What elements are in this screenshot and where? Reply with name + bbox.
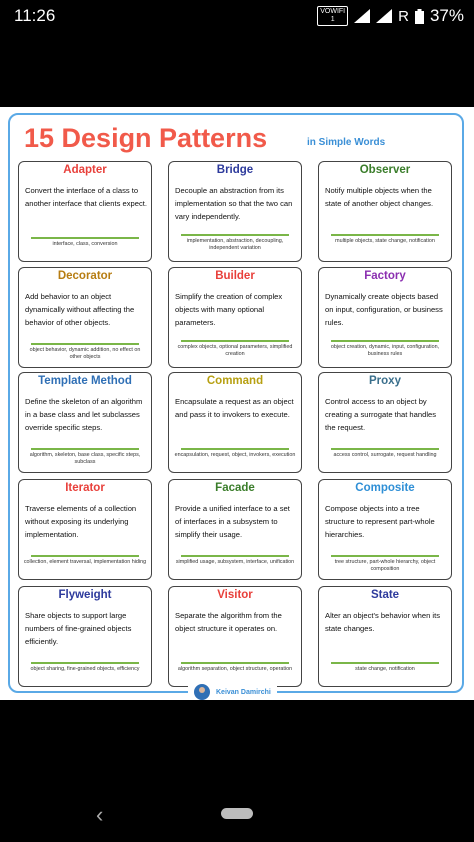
divider — [31, 448, 139, 450]
divider — [331, 555, 439, 557]
clock: 11:26 — [14, 6, 56, 25]
pattern-card-composite — [318, 479, 452, 580]
battery-icon — [415, 9, 424, 24]
pattern-keywords: interface, class, conversion — [52, 241, 118, 247]
pattern-description: Simplify the creation of complex objects with many optional parameters. — [175, 292, 283, 327]
pattern-card-iterator — [18, 479, 152, 580]
pattern-name: Adapter — [63, 164, 107, 176]
pattern-name: Builder — [215, 270, 255, 282]
divider — [31, 237, 139, 239]
status-icons — [317, 6, 464, 26]
pattern-card-builder — [168, 267, 302, 368]
pattern-name: Bridge — [216, 164, 254, 176]
pattern-name: Proxy — [369, 375, 401, 387]
pattern-name: Template Method — [38, 375, 132, 387]
pattern-name: Visitor — [217, 589, 253, 601]
pattern-card-flyweight — [18, 586, 152, 687]
status-bar — [0, 0, 474, 30]
pattern-description: Provide a unified interface to a set of interfaces in a subsystem to simplify their usage. — [175, 504, 290, 539]
pattern-card-decorator — [18, 267, 152, 368]
pattern-description: Traverse elements of a collection without exposing its underlying implementation. — [25, 504, 137, 539]
pattern-card-visitor — [168, 586, 302, 687]
pattern-card-facade — [168, 479, 302, 580]
pattern-keywords: access control, surrogate, request handling — [333, 452, 437, 458]
signal-icon — [354, 9, 370, 23]
pattern-card-command — [168, 372, 302, 473]
divider — [31, 662, 139, 664]
pattern-card-factory — [318, 267, 452, 368]
battery-percent: 37% — [429, 6, 464, 25]
pattern-keywords: encapsulation, request, object, invokers, execution — [174, 452, 296, 458]
design-patterns-poster — [0, 107, 474, 700]
navigation-bar — [0, 790, 474, 842]
pattern-description: Decouple an abstraction from its implementation so that the two can vary independently. — [175, 186, 293, 221]
pattern-description: Add behavior to an object dynamically without affecting the behavior of other objects. — [25, 292, 135, 327]
pattern-keywords: object sharing, fine-grained objects, efficiency — [30, 666, 140, 672]
poster-title: 15 Design Patterns — [24, 123, 268, 153]
back-chevron-icon[interactable]: ‹ — [96, 802, 104, 827]
pattern-card-state — [318, 586, 452, 687]
pattern-card-proxy — [318, 372, 452, 473]
pattern-name: Facade — [215, 482, 255, 494]
divider — [181, 340, 289, 342]
pattern-keywords: simplified usage, subsystem, interface, unification — [175, 559, 295, 565]
pattern-keywords: collection, element traversal, implementation hiding — [23, 559, 147, 565]
divider — [181, 662, 289, 664]
home-pill-icon[interactable] — [221, 808, 253, 819]
pattern-keywords: algorithm separation, object structure, operation — [177, 666, 293, 672]
pattern-name: Factory — [364, 270, 406, 282]
author-avatar — [194, 684, 210, 700]
pattern-name: Iterator — [65, 482, 105, 494]
pattern-description: Alter an object's behavior when its state changes. — [325, 611, 440, 633]
pattern-keywords: object behavior, dynamic addition, no effect on other objects — [29, 347, 141, 360]
pattern-description: Share objects to support large numbers of fine-grained objects efficiently. — [25, 611, 132, 646]
divider — [331, 448, 439, 450]
pattern-keywords: state change, notification — [355, 666, 415, 672]
pattern-keywords: object creation, dynamic, input, configuration, business rules — [330, 344, 440, 357]
pattern-description: Notify multiple objects when the state of another object changes. — [325, 186, 434, 208]
divider — [181, 234, 289, 236]
pattern-description: Convert the interface of a class to another interface that clients expect. — [25, 186, 147, 208]
pattern-description: Encapsulate a request as an object and pass it to invokers to execute. — [175, 397, 294, 419]
author-name: Keivan Damirchi — [216, 688, 271, 696]
divider — [331, 662, 439, 664]
pattern-card-adapter — [18, 161, 152, 262]
pattern-name: Observer — [359, 164, 411, 176]
signal-icon — [376, 9, 392, 23]
pattern-card-observer — [318, 161, 452, 262]
pattern-description: Control access to an object by creating a surrogate that handles the request. — [325, 397, 437, 432]
pattern-name: Composite — [355, 482, 415, 494]
pattern-name: Command — [206, 375, 264, 387]
author-badge — [188, 684, 277, 700]
pattern-description: Compose objects into a tree structure to represent part-whole hierarchies. — [325, 504, 435, 539]
pattern-description: Define the skeleton of an algorithm in a base class and let subclasses override specific steps. — [25, 397, 143, 432]
vowifi-icon: VOWIFI 1 — [317, 6, 348, 26]
divider — [31, 343, 139, 345]
divider — [331, 234, 439, 236]
pattern-keywords: implementation, abstraction, decoupling, independent variation — [186, 238, 284, 251]
poster-frame — [8, 113, 464, 693]
poster-subtitle: in Simple Words — [307, 137, 386, 148]
pattern-description: Dynamically create objects based on input, configuration, or business rules. — [325, 292, 443, 327]
pattern-description: Separate the algorithm from the object structure it operates on. — [175, 611, 282, 633]
pattern-keywords: multiple objects, state change, notification — [335, 238, 435, 244]
divider — [181, 555, 289, 557]
pattern-keywords: tree structure, part-whole hierarchy, object composition — [334, 559, 436, 572]
divider — [181, 448, 289, 450]
pattern-name: Flyweight — [58, 589, 112, 601]
divider — [331, 340, 439, 342]
divider — [31, 555, 139, 557]
carrier-label: R — [398, 7, 409, 25]
pattern-keywords: complex objects, optional parameters, simplified creation — [177, 344, 293, 357]
pattern-name: Decorator — [57, 270, 113, 282]
pattern-card-bridge — [168, 161, 302, 262]
pattern-card-template-method — [18, 372, 152, 473]
pattern-keywords: algorithm, skeleton, base class, specific steps, subclass — [29, 452, 141, 465]
pattern-name: State — [370, 589, 400, 601]
